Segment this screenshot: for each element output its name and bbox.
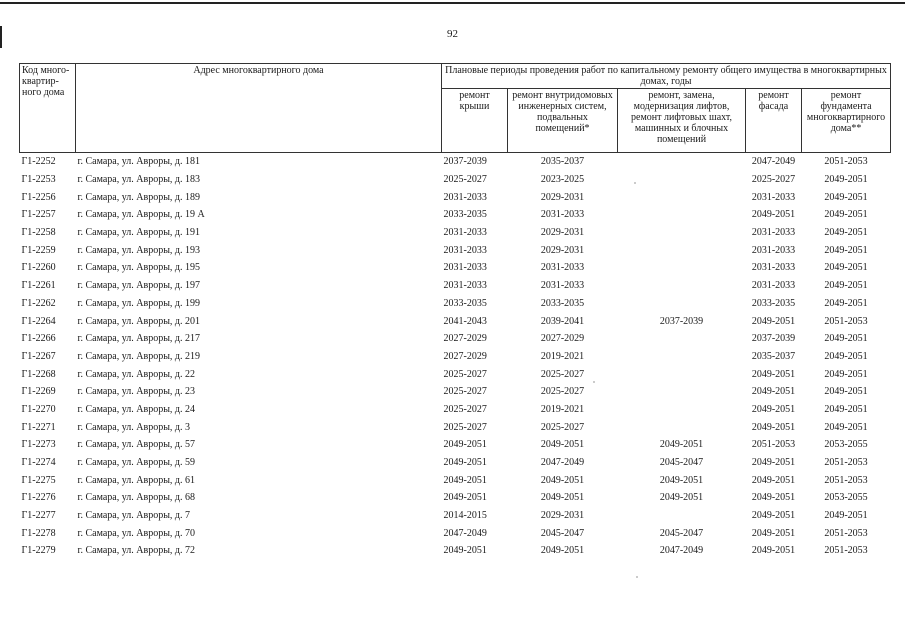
cell-roof: 2049-2051 <box>443 439 487 451</box>
cell-code: Г1-2253 <box>21 174 56 186</box>
cell-code: Г1-2264 <box>21 315 56 327</box>
cell-foundation: 2051-2053 <box>824 527 868 539</box>
cell-lifts <box>618 330 746 348</box>
cell-address: г. Самара, ул. Авроры, д. 195 <box>77 262 201 274</box>
cell-code: Г1-2261 <box>21 280 56 292</box>
cell-address: г. Самара, ул. Авроры, д. 199 <box>77 297 201 309</box>
cell-systems: 2019-2021 <box>540 350 585 362</box>
cell-foundation: 2051-2053 <box>824 315 868 327</box>
cell-systems: 2033-2035 <box>540 297 585 309</box>
cell-roof: 2049-2051 <box>443 492 487 504</box>
cell-foundation: 2049-2051 <box>824 174 868 186</box>
cell-systems: 2029-2031 <box>540 510 585 522</box>
page-top-edge <box>0 2 905 4</box>
cell-address: г. Самара, ул. Авроры, д. 61 <box>77 474 196 486</box>
cell-facade: 2049-2051 <box>751 386 796 398</box>
cell-code: Г1-2276 <box>21 492 56 504</box>
cell-code: Г1-2259 <box>21 244 56 256</box>
cell-address: г. Самара, ул. Авроры, д. 181 <box>77 156 201 168</box>
cell-systems: 2025-2027 <box>540 421 585 433</box>
scan-speck <box>593 381 595 383</box>
cell-roof: 2047-2049 <box>443 527 487 539</box>
table-row <box>20 348 891 366</box>
cell-roof: 2027-2029 <box>443 333 487 345</box>
cell-facade: 2049-2051 <box>751 315 796 327</box>
cell-foundation: 2049-2051 <box>824 386 868 398</box>
cell-foundation: 2049-2051 <box>824 333 868 345</box>
cell-code: Г1-2266 <box>21 333 56 345</box>
cell-systems: 2049-2051 <box>540 545 585 557</box>
cell-lifts <box>618 171 746 189</box>
table-row <box>20 188 891 206</box>
cell-address: г. Самара, ул. Авроры, д. 193 <box>77 244 201 256</box>
cell-roof: 2031-2033 <box>443 280 487 292</box>
table-row <box>20 401 891 419</box>
cell-foundation: 2051-2053 <box>824 457 868 469</box>
cell-lifts <box>618 188 746 206</box>
cell-roof: 2037-2039 <box>443 156 487 168</box>
cell-code: Г1-2277 <box>21 510 56 522</box>
cell-lifts: 2049-2051 <box>659 439 704 451</box>
table-row <box>20 206 891 224</box>
cell-foundation: 2049-2051 <box>824 297 868 309</box>
cell-roof: 2027-2029 <box>443 350 487 362</box>
cell-code: Г1-2267 <box>21 350 56 362</box>
column-header-code: Код много-квартир-ного дома <box>20 64 76 153</box>
cell-address: г. Самара, ул. Авроры, д. 23 <box>77 386 196 398</box>
cell-systems: 2031-2033 <box>540 280 585 292</box>
cell-foundation: 2051-2053 <box>824 545 868 557</box>
cell-code: Г1-2256 <box>21 191 56 203</box>
cell-code: Г1-2271 <box>21 421 56 433</box>
repair-schedule-table <box>19 63 891 560</box>
table-row <box>20 277 891 295</box>
cell-lifts: 2049-2051 <box>659 474 704 486</box>
cell-roof: 2031-2033 <box>443 262 487 274</box>
cell-systems: 2023-2025 <box>540 174 585 186</box>
cell-address: г. Самара, ул. Авроры, д. 24 <box>77 403 196 415</box>
cell-facade: 2031-2033 <box>751 227 796 239</box>
cell-code: Г1-2274 <box>21 457 56 469</box>
cell-address: г. Самара, ул. Авроры, д. 22 <box>77 368 196 380</box>
cell-foundation: 2049-2051 <box>824 421 868 433</box>
cell-lifts <box>618 241 746 259</box>
cell-code: Г1-2270 <box>21 403 56 415</box>
cell-roof: 2049-2051 <box>443 474 487 486</box>
cell-roof: 2031-2033 <box>443 227 487 239</box>
cell-foundation: 2049-2051 <box>824 262 868 274</box>
column-header-facade: ремонт фасада <box>746 89 802 153</box>
cell-foundation: 2053-2055 <box>824 492 868 504</box>
table-row <box>20 312 891 330</box>
cell-address: г. Самара, ул. Авроры, д. 57 <box>77 439 196 451</box>
cell-facade: 2047-2049 <box>751 156 796 168</box>
cell-roof: 2025-2027 <box>443 174 487 186</box>
cell-facade: 2031-2033 <box>751 280 796 292</box>
cell-roof: 2049-2051 <box>443 545 487 557</box>
cell-systems: 2047-2049 <box>540 457 585 469</box>
cell-systems: 2049-2051 <box>540 439 585 451</box>
cell-roof: 2033-2035 <box>443 297 487 309</box>
cell-code: Г1-2275 <box>21 474 56 486</box>
cell-roof: 2025-2027 <box>443 403 487 415</box>
scan-speck <box>634 182 636 184</box>
table-row <box>20 454 891 472</box>
cell-lifts <box>618 295 746 313</box>
cell-code: Г1-2269 <box>21 386 56 398</box>
column-header-foundation: ремонт фундамента многоквартирного дома** <box>802 89 891 153</box>
cell-code: Г1-2257 <box>21 209 56 221</box>
cell-lifts <box>618 224 746 242</box>
cell-lifts <box>618 401 746 419</box>
cell-code: Г1-2273 <box>21 439 56 451</box>
cell-address: г. Самара, ул. Авроры, д. 219 <box>77 350 201 362</box>
cell-systems: 2031-2033 <box>540 209 585 221</box>
cell-systems: 2031-2033 <box>540 262 585 274</box>
cell-code: Г1-2262 <box>21 297 56 309</box>
cell-address: г. Самара, ул. Авроры, д. 68 <box>77 492 196 504</box>
cell-code: Г1-2268 <box>21 368 56 380</box>
cell-code: Г1-2252 <box>21 156 56 168</box>
cell-systems: 2025-2027 <box>540 386 585 398</box>
cell-roof: 2014-2015 <box>443 510 487 522</box>
cell-foundation: 2049-2051 <box>824 244 868 256</box>
cell-roof: 2025-2027 <box>443 386 487 398</box>
table-row <box>20 383 891 401</box>
table-row <box>20 153 891 171</box>
cell-roof: 2033-2035 <box>443 209 487 221</box>
column-header-lifts: ремонт, замена, модернизация лифтов, ремонт лифтовых шахт, машинных и блочных помещений <box>618 89 746 153</box>
cell-address: г. Самара, ул. Авроры, д. 3 <box>77 421 191 433</box>
table-body <box>20 153 891 560</box>
cell-systems: 2045-2047 <box>540 527 585 539</box>
cell-facade: 2049-2051 <box>751 457 796 469</box>
cell-foundation: 2053-2055 <box>824 439 868 451</box>
cell-lifts <box>618 418 746 436</box>
cell-facade: 2049-2051 <box>751 209 796 221</box>
cell-address: г. Самара, ул. Авроры, д. 201 <box>77 315 201 327</box>
table-row <box>20 330 891 348</box>
cell-address: г. Самара, ул. Авроры, д. 72 <box>77 545 196 557</box>
table-row <box>20 241 891 259</box>
cell-roof: 2031-2033 <box>443 244 487 256</box>
cell-address: г. Самара, ул. Авроры, д. 183 <box>77 174 201 186</box>
cell-lifts <box>618 348 746 366</box>
cell-facade: 2031-2033 <box>751 191 796 203</box>
table-row <box>20 418 891 436</box>
cell-roof: 2025-2027 <box>443 421 487 433</box>
table-row <box>20 507 891 525</box>
cell-facade: 2037-2039 <box>751 333 796 345</box>
cell-systems: 2049-2051 <box>540 492 585 504</box>
cell-systems: 2029-2031 <box>540 191 585 203</box>
cell-lifts: 2045-2047 <box>659 527 704 539</box>
cell-facade: 2051-2053 <box>751 439 796 451</box>
column-header-roof: ремонт крыши <box>442 89 508 153</box>
cell-facade: 2049-2051 <box>751 403 796 415</box>
cell-facade: 2049-2051 <box>751 474 796 486</box>
cell-foundation: 2049-2051 <box>824 368 868 380</box>
cell-address: г. Самара, ул. Авроры, д. 59 <box>77 457 196 469</box>
cell-foundation: 2051-2053 <box>824 156 868 168</box>
cell-systems: 2027-2029 <box>540 333 585 345</box>
cell-lifts <box>618 277 746 295</box>
table-row <box>20 171 891 189</box>
cell-facade: 2049-2051 <box>751 368 796 380</box>
cell-lifts <box>618 507 746 525</box>
table-row <box>20 524 891 542</box>
cell-lifts <box>618 365 746 383</box>
cell-systems: 2039-2041 <box>540 315 585 327</box>
cell-lifts <box>618 259 746 277</box>
cell-lifts: 2049-2051 <box>659 492 704 504</box>
cell-facade: 2031-2033 <box>751 244 796 256</box>
page-number: 92 <box>447 28 458 40</box>
cell-roof: 2031-2033 <box>443 191 487 203</box>
cell-facade: 2049-2051 <box>751 492 796 504</box>
cell-facade: 2035-2037 <box>751 350 796 362</box>
cell-lifts: 2037-2039 <box>659 315 704 327</box>
scan-speck <box>636 576 638 578</box>
cell-foundation: 2049-2051 <box>824 191 868 203</box>
cell-foundation: 2049-2051 <box>824 403 868 415</box>
cell-lifts <box>618 206 746 224</box>
cell-address: г. Самара, ул. Авроры, д. 197 <box>77 280 201 292</box>
cell-address: г. Самара, ул. Авроры, д. 7 <box>77 510 191 522</box>
cell-roof: 2041-2043 <box>443 315 487 327</box>
cell-address: г. Самара, ул. Авроры, д. 19 А <box>77 209 205 221</box>
cell-systems: 2025-2027 <box>540 368 585 380</box>
cell-address: г. Самара, ул. Авроры, д. 70 <box>77 527 196 539</box>
cell-facade: 2049-2051 <box>751 421 796 433</box>
cell-code: Г1-2279 <box>21 545 56 557</box>
cell-foundation: 2051-2053 <box>824 474 868 486</box>
cell-facade: 2049-2051 <box>751 527 796 539</box>
table-row <box>20 259 891 277</box>
table-row <box>20 295 891 313</box>
cell-foundation: 2049-2051 <box>824 510 868 522</box>
cell-code: Г1-2278 <box>21 527 56 539</box>
cell-foundation: 2049-2051 <box>824 350 868 362</box>
cell-code: Г1-2258 <box>21 227 56 239</box>
cell-systems: 2029-2031 <box>540 244 585 256</box>
column-header-periods: Плановые периоды проведения работ по капитальному ремонту общего имущества в многоквартирных домах, годы <box>442 64 891 89</box>
cell-foundation: 2049-2051 <box>824 209 868 221</box>
cell-lifts <box>618 153 746 171</box>
cell-foundation: 2049-2051 <box>824 280 868 292</box>
cell-systems: 2029-2031 <box>540 227 585 239</box>
table-row <box>20 542 891 560</box>
cell-lifts: 2047-2049 <box>659 545 704 557</box>
cell-address: г. Самара, ул. Авроры, д. 189 <box>77 191 201 203</box>
cell-address: г. Самара, ул. Авроры, д. 217 <box>77 333 201 345</box>
cell-facade: 2049-2051 <box>751 510 796 522</box>
cell-foundation: 2049-2051 <box>824 227 868 239</box>
cell-systems: 2019-2021 <box>540 403 585 415</box>
table-row <box>20 489 891 507</box>
table-row <box>20 365 891 383</box>
cell-lifts: 2045-2047 <box>659 457 704 469</box>
cell-facade: 2031-2033 <box>751 262 796 274</box>
cell-lifts <box>618 383 746 401</box>
table-row <box>20 224 891 242</box>
cell-code: Г1-2260 <box>21 262 56 274</box>
cell-roof: 2025-2027 <box>443 368 487 380</box>
cell-address: г. Самара, ул. Авроры, д. 191 <box>77 227 201 239</box>
cell-systems: 2049-2051 <box>540 474 585 486</box>
column-header-address: Адрес многоквартирного дома <box>76 64 442 153</box>
column-header-systems: ремонт внутридомовых инженерных систем, подвальных помещений* <box>508 89 618 153</box>
table-row <box>20 436 891 454</box>
cell-systems: 2035-2037 <box>540 156 585 168</box>
cell-facade: 2033-2035 <box>751 297 796 309</box>
cell-facade: 2025-2027 <box>751 174 796 186</box>
cell-facade: 2049-2051 <box>751 545 796 557</box>
cell-roof: 2049-2051 <box>443 457 487 469</box>
table-row <box>20 471 891 489</box>
